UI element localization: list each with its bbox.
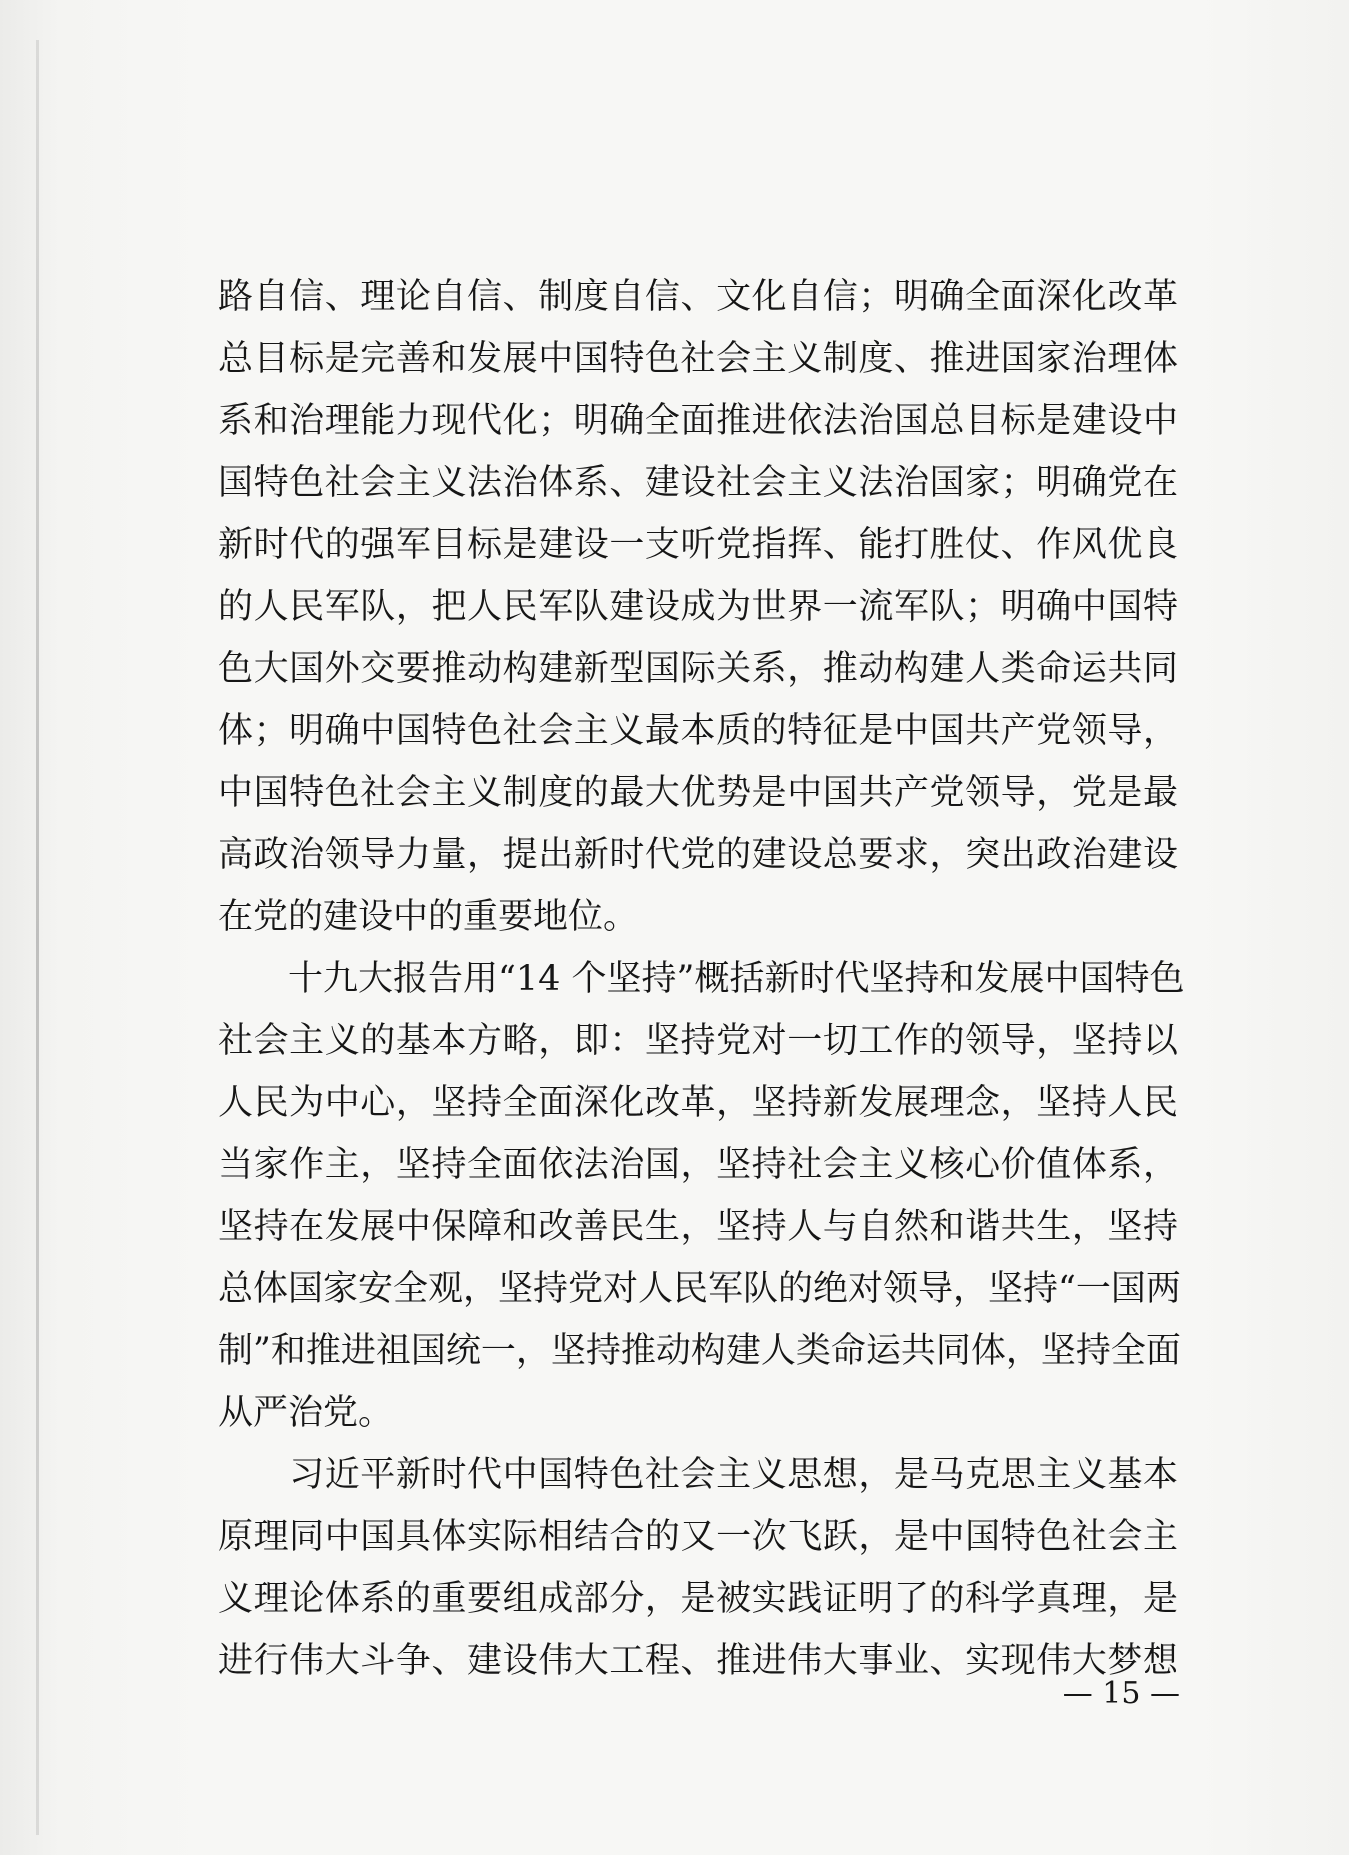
text-line: 总体国家安全观，坚持党对人民军队的绝对领导，坚持“一国两 — [218, 1269, 1181, 1309]
text-line: 路自信、理论自信、制度自信、文化自信；明确全面深化改革 — [218, 277, 1178, 317]
page-edge-shadow — [36, 40, 39, 1835]
text-line: 高政治领导力量，提出新时代党的建设总要求，突出政治建设 — [218, 835, 1178, 875]
text-line: 坚持在发展中保障和改善民生，坚持人与自然和谐共生，坚持 — [218, 1207, 1178, 1247]
text-line: 原理同中国具体实际相结合的又一次飞跃，是中国特色社会主 — [218, 1517, 1178, 1557]
text-line: 人民为中心，坚持全面深化改革，坚持新发展理念，坚持人民 — [218, 1083, 1178, 1123]
text-line: 中国特色社会主义制度的最大优势是中国共产党领导，党是最 — [218, 773, 1178, 813]
text-line: 从严治党。 — [218, 1393, 394, 1433]
page-number: — 15 — — [1062, 1676, 1180, 1711]
text-line: 国特色社会主义法治体系、建设社会主义法治国家；明确党在 — [218, 463, 1178, 503]
text-line: 体；明确中国特色社会主义最本质的特征是中国共产党领导， — [218, 711, 1178, 751]
text-line: 在党的建设中的重要地位。 — [218, 897, 639, 937]
text-line: 义理论体系的重要组成部分，是被实践证明了的科学真理，是 — [218, 1579, 1178, 1619]
text-line: 十九大报告用“14 个坚持”概括新时代坚持和发展中国特色 — [218, 959, 1185, 999]
text-line: 制”和推进祖国统一，坚持推动构建人类命运共同体，坚持全面 — [218, 1331, 1181, 1371]
text-line: 新时代的强军目标是建设一支听党指挥、能打胜仗、作风优良 — [218, 525, 1178, 565]
text-line: 总目标是完善和发展中国特色社会主义制度、推进国家治理体 — [218, 339, 1178, 379]
text-line: 社会主义的基本方略，即：坚持党对一切工作的领导，坚持以 — [218, 1021, 1178, 1061]
text-line: 习近平新时代中国特色社会主义思想，是马克思主义基本 — [218, 1455, 1178, 1495]
text-line: 的人民军队，把人民军队建设成为世界一流军队；明确中国特 — [218, 587, 1178, 627]
text-line: 系和治理能力现代化；明确全面推进依法治国总目标是建设中 — [218, 401, 1178, 441]
text-line: 色大国外交要推动构建新型国际关系，推动构建人类命运共同 — [218, 649, 1178, 689]
text-line: 进行伟大斗争、建设伟大工程、推进伟大事业、实现伟大梦想 — [218, 1641, 1178, 1681]
text-line: 当家作主，坚持全面依法治国，坚持社会主义核心价值体系， — [218, 1145, 1178, 1185]
